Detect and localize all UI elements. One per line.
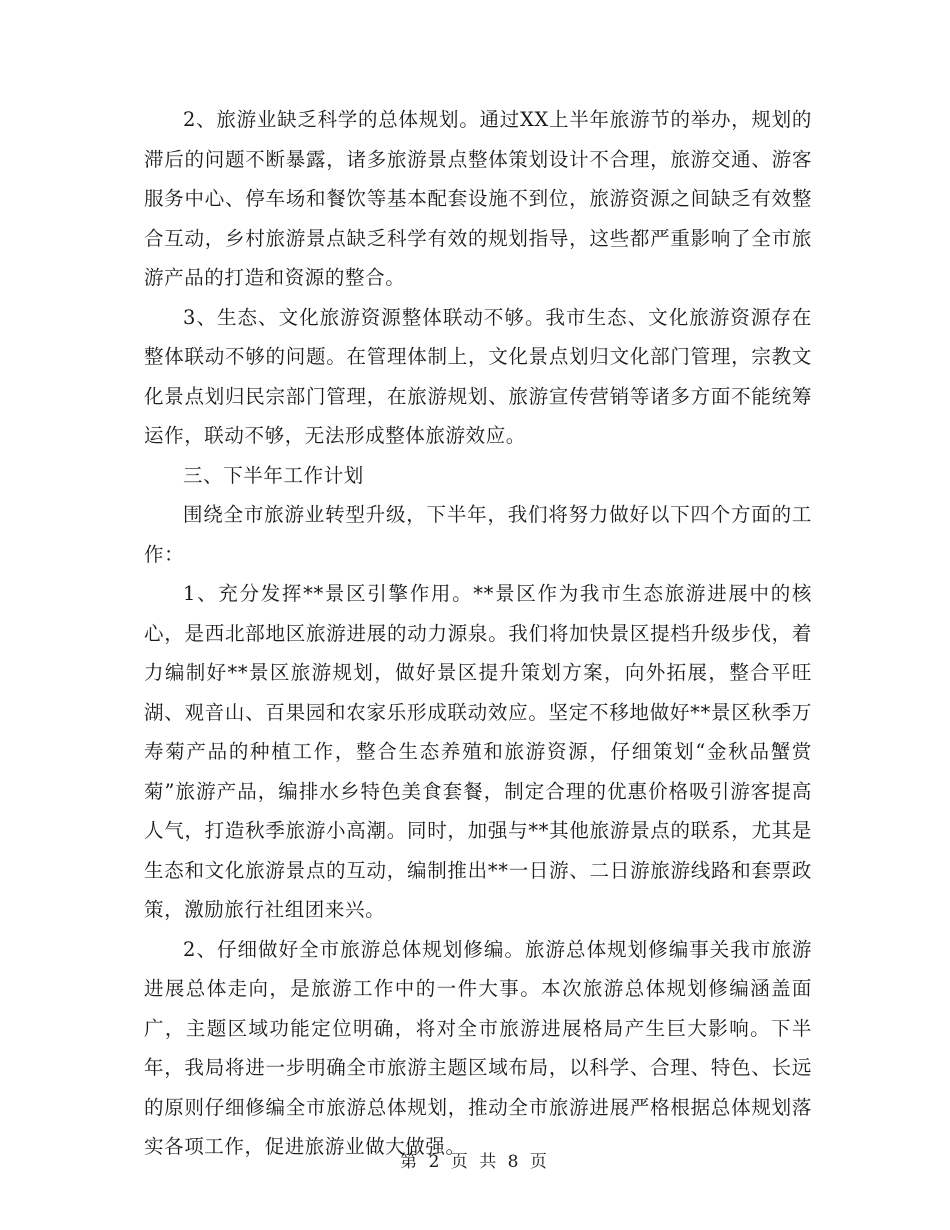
- paragraph-point-2-planning: 2、旅游业缺乏科学的总体规划。通过XX上半年旅游节的举办，规划的滞后的问题不断暴露，诸多旅游景点整体策划设计不合理，旅游交通、游客服务中心、停车场和餐饮等基本配套设施不到位，旅游资源之间缺乏有效整合互动，乡村旅游景点缺乏科学有效的规划指导，这些都严重影响了全市旅游产品的打造和资源的整合。: [144, 108, 812, 289]
- paragraph-plan-item-1: 1、充分发挥**景区引擎作用。**景区作为我市生态旅游进展中的核心，是西北部地区旅游进展的动力源泉。我们将加快景区提档升级步伐，着力编制好**景区旅游规划，做好景区提升策划方案，向外拓展，整合平旺湖、观音山、百果园和农家乐形成联动效应。坚定不移地做好**景区秋季万寿菊产品的种植工作，整合生态养殖和旅游资源，仔细策划“金秋品蟹赏菊”旅游产品，编排水乡特色美食套餐，制定合理的优惠价格吸引游客提高人气，打造秋季旅游小高潮。同时，加强与**其他旅游景点的联系，尤其是生态和文化旅游景点的互动，编制推出**一日游、二日游旅游线路和套票政策，激励旅行社组团来兴。: [144, 582, 812, 921]
- section-heading-plan: 三、下半年工作计划: [183, 463, 364, 487]
- page-footer: 第 2 页 共 8 页: [400, 1152, 550, 1172]
- document-body: [144, 100, 812, 1167]
- paragraph-plan-intro: 围绕全市旅游业转型升级，下半年，我们将努力做好以下四个方面的工作：: [144, 503, 812, 566]
- paragraph-plan-item-2: 2、仔细做好全市旅游总体规划修编。旅游总体规划修编事关我市旅游进展总体走向，是旅游工作中的一件大事。本次旅游总体规划修编涵盖面广，主题区域功能定位明确，将对全市旅游进展格局产生巨大影响。下半年，我局将进一步明确全市旅游主题区域布局，以科学、合理、特色、长远的原则仔细修编全市旅游总体规划，推动全市旅游进展严格根据总体规划落实各项工作，促进旅游业做大做强。: [144, 937, 812, 1158]
- paragraph-point-3-linkage: 3、生态、文化旅游资源整体联动不够。我市生态、文化旅游资源存在整体联动不够的问题。在管理体制上，文化景点划归文化部门管理，宗教文化景点划归民宗部门管理，在旅游规划、旅游宣传营销等诸多方面不能统筹运作，联动不够，无法形成整体旅游效应。: [144, 305, 812, 447]
